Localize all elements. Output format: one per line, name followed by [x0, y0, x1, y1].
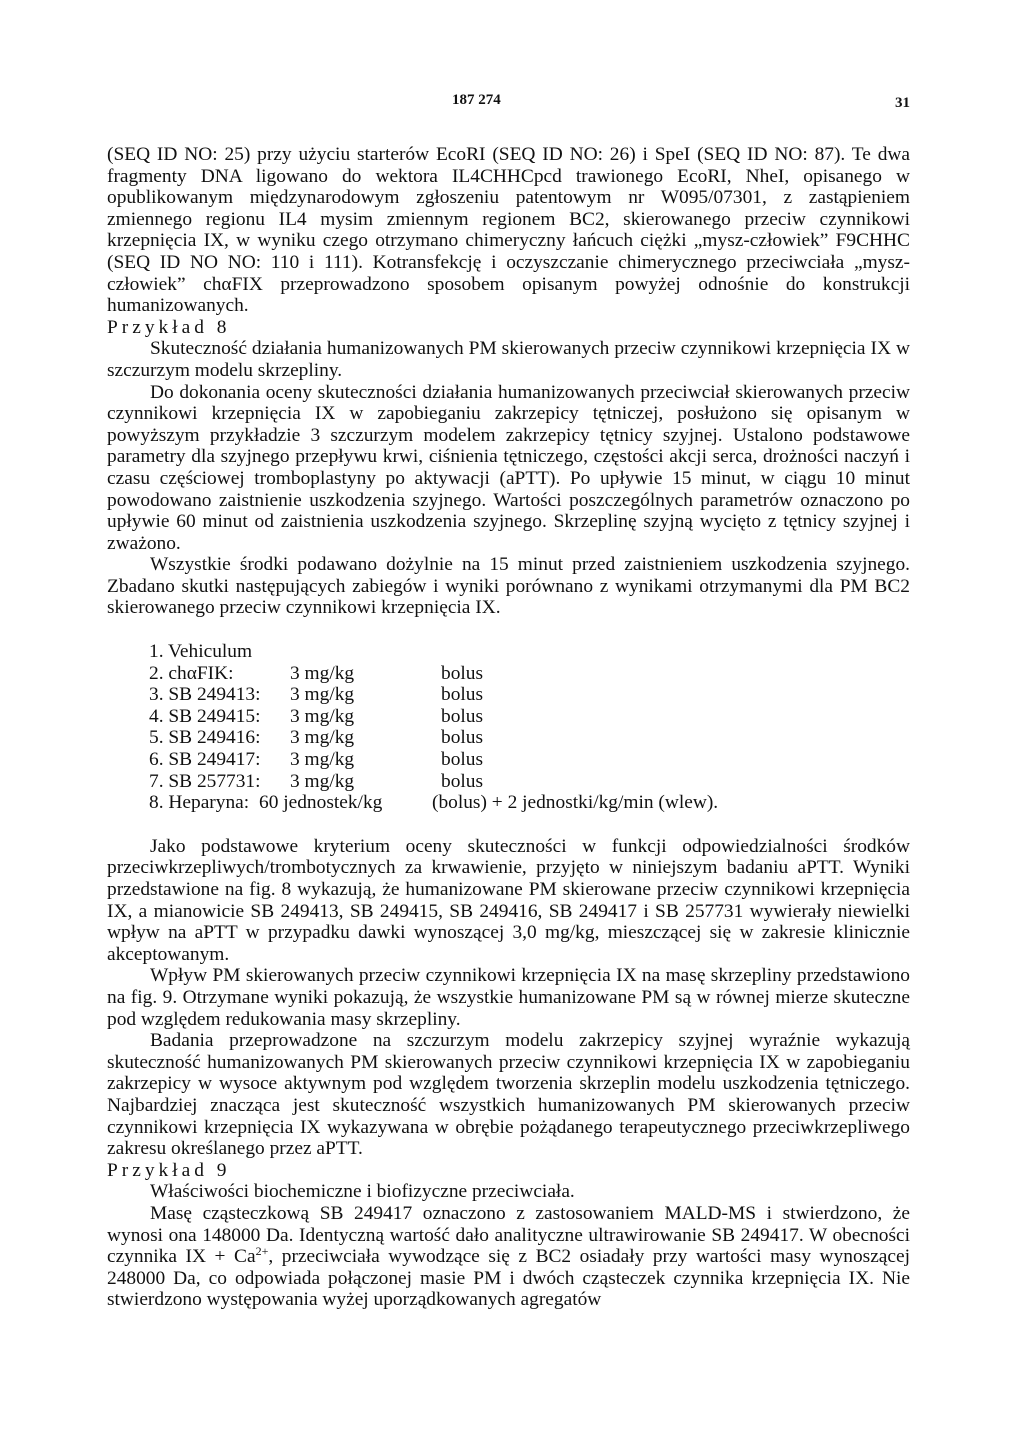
paragraph-thrombus-mass: Wpływ PM skierowanych przeciw czynnikowi krzepnięcia IX na masę skrzepliny przedstawiono na fig. 9. Otrzymane wyniki pokazują, że wszystkie humanizowane PM są w równej mierze skuteczne pod względem redukowania masy skrzepliny.	[107, 965, 910, 1030]
paragraph-model-description: Do dokonania oceny skuteczności działania humanizowanych przeciwciał skierowanych przeciw czynnikowi krzepnięcia IX w zapobieganiu zakrzepicy tętniczej, posłużono się opisanym w powyższym przykładzie 3 szczurzym modelem zakrzepicy tętnicy szyjnej. Ustalono podstawowe parametry dla szyjnego przepływu krwi, ciśnienia tętniczego, częstości akcji serca, drożności naczyń i czasu częściowej tromboplastyny po aktywacji (aPTT). Po upływie 15 minut, w ciągu 10 minut powodowano zaistnienie uszkodzenia szyjnego. Wartości poszczególnych parametrów oznaczono po upływie 60 minut od zaistnienia uszkodzenia szyjnego. Skrzeplinę szyjną wycięto z tętnicy szyjnej i zważono.	[107, 381, 910, 554]
treatment-item: 7. SB 257731: 3 mg/kg bolus	[149, 770, 484, 792]
example-9-heading: Przykład 9	[107, 1159, 231, 1181]
treatment-item: 4. SB 249415: 3 mg/kg bolus	[149, 705, 484, 727]
body-text	[107, 144, 910, 1311]
paragraph-conclusions: Badania przeprowadzone na szczurzym modelu zakrzepicy szyjnej wyraźnie wykazują skuteczność humanizowanych PM skierowanych przeciw czynnikowi krzepnięcia IX w zapobieganiu zakrzepicy w wysoce aktywnym pod względem tworzenia skrzeplin modelu uszkodzenia tętniczego. Najbardziej znacząca jest skuteczność wszystkich humanizowanych PM skierowanych przeciw czynnikowi krzepnięcia IX wykazywana w obrębie pożądanego terapeutycznego przeciwkrzepliwego zakresu określanego przez aPTT.	[107, 1030, 910, 1160]
paragraph-administration: Wszystkie środki podawano dożylnie na 15 minut przed zaistnieniem uszkodzenia szyjnego. Zbadano skutki następujących zabiegów i wyniki porównano z wynikami otrzymanymi dla PM BC2 skierowanego przeciw czynnikowi krzepnięcia IX.	[107, 554, 910, 619]
example-8-heading: Przykład 8	[107, 316, 231, 338]
paragraph-molecular-mass: Masę cząsteczkową SB 249417 oznaczono z zastosowaniem MALD-MS i stwierdzono, że wynosi ona 148000 Da. Identyczną wartość dało analityczne ultrawirowanie SB 249417. W obecności czynnika IX + $Ca^{2+}$, przeciwciała wywodzące się z BC2 osiadały przy wartości masy wynoszącej 248000 Da, co odpowiada połączonej masie PM i dwóch cząsteczek czynnika krzepnięcia IX. Nie stwierdzono występowania wyżej uporządkowanych agregatów	[107, 1202, 911, 1311]
page-number: 31	[895, 95, 910, 111]
paragraph-aptt-results: Jako podstawowe kryterium oceny skuteczności w funkcji odpowiedzialności środków przeciwkrzepliwych/trombotycznych za krwawienie, przyjęto w niniejszym badaniu aPTT. Wyniki przedstawione na fig. 8 wykazują, że humanizowane PM skierowane przeciw czynnikowi krzepnięcia IX, a mianowicie SB 249413, SB 249415, SB 249416, SB 249417 i SB 257731 wywierały niewielki wpływ na aPTT w przypadku dawki wynoszącej 3,0 mg/kg, mieszczącej się w zakresie klinicznie akceptowanym.	[107, 835, 910, 965]
treatment-item: 2. chαFIK: 3 mg/kg bolus	[149, 662, 484, 684]
treatment-item: 3. SB 249413: 3 mg/kg bolus	[149, 684, 484, 706]
treatment-item: 5. SB 249416: 3 mg/kg bolus	[149, 727, 484, 749]
treatment-item: 6. SB 249417: 3 mg/kg bolus	[149, 749, 484, 771]
treatment-item: 8. Heparyna: 60 jednostek/kg (bolus) + 2 jednostki/kg/min (wlew).	[149, 792, 719, 814]
treatment-item: 1. Vehiculum	[149, 641, 253, 663]
example-8-title: Skuteczność działania humanizowanych PM skierowanych przeciw czynnikowi krzepnięcia IX w szczurzym modelu skrzepliny.	[107, 338, 910, 381]
example-9-title: Właściwości biochemiczne i biofizyczne przeciwciała.	[150, 1181, 575, 1203]
calcium-charge-superscript: 2+	[255, 1244, 269, 1259]
page-header	[0, 92, 1024, 116]
treatment-list	[149, 641, 910, 814]
document-number: 187 274	[452, 92, 501, 108]
paragraph-seq-cloning: (SEQ ID NO: 25) przy użyciu starterów EcoRI (SEQ ID NO: 26) i SpeI (SEQ ID NO: 87). Te dwa fragmenty DNA ligowano do wektora IL4CHHCpcd trawionego EcoRI, NheI, opisanego w opublikowanym międzynarodowym zgłoszeniu patentowym nr W095/07301, z zastąpieniem zmiennego regionu IL4 mysim zmiennym regionem BC2, skierowanego przeciw czynnikowi krzepnięcia IX, w wyniku czego otrzymano chimeryczny łańcuch ciężki „mysz-człowiek” F9CHHC (SEQ ID NO NO: 110 i 111). Kotransfekcję i oczyszczanie chimerycznego przeciwciała „mysz-człowiek” chαFIX przeprowadzono sposobem opisanym powyżej odnośnie do konstrukcji humanizowanych.	[107, 144, 910, 317]
